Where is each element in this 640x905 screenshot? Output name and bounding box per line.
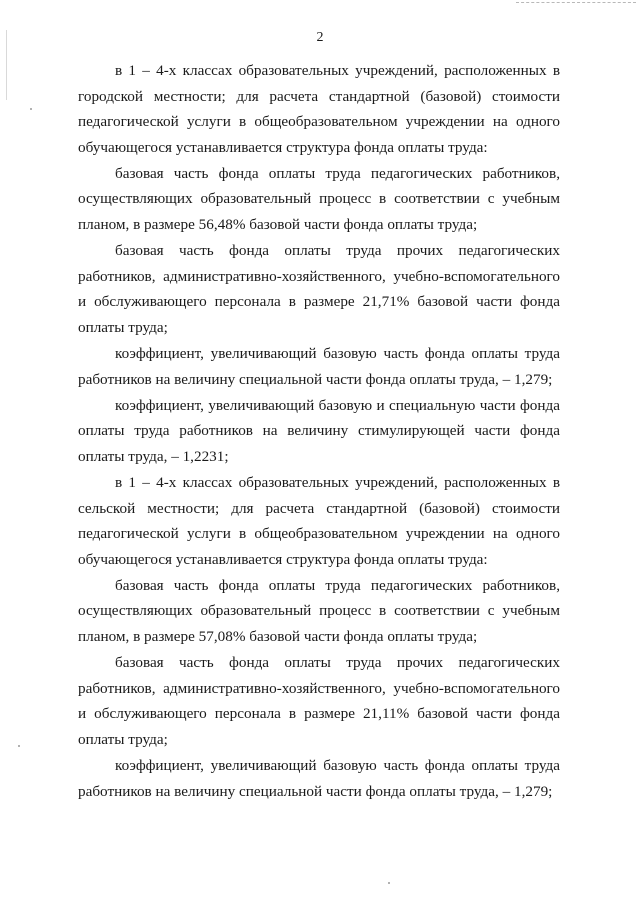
scan-artifact-line	[516, 2, 636, 3]
paragraph-urban-teaching-staff: базовая часть фонда оплаты труда педагогических работников, осуществляющих образовательный процесс в соответствии с учебным планом, в размере 56,48% базовой части фонда оплаты труда;	[78, 164, 560, 234]
paragraph-urban-special-coefficient: коэффициент, увеличивающий базовую часть фонда оплаты труда работников на величину специальной части фонда оплаты труда, – 1,279;	[78, 345, 560, 388]
paragraph-rural-teaching-staff: базовая часть фонда оплаты труда педагогических работников, осуществляющих образовательный процесс в соответствии с учебным планом, в размере 57,08% базовой части фонда оплаты труда;	[78, 576, 560, 646]
paragraph-rural-special-coefficient: коэффициент, увеличивающий базовую часть фонда оплаты труда работников на величину специальной части фонда оплаты труда, – 1,279;	[78, 757, 560, 800]
paragraph-rural-intro: в 1 – 4-х классах образовательных учреждений, расположенных в сельской местности; для расчета стандартной (базовой) стоимости педагогической услуги в общеобразовательном учреждении на одного обучающегося устанавливается структура фонда оплаты труда:	[78, 474, 560, 568]
paragraph-urban-other-staff: базовая часть фонда оплаты труда прочих педагогических работников, административно-хозяйственного, учебно-вспомогательного и обслуживающего персонала в размере 21,71% базовой части фонда оплаты труда;	[78, 242, 560, 336]
paragraph-urban-incentive-coefficient: коэффициент, увеличивающий базовую и специальную части фонда оплаты труда работников на величину стимулирующей части фонда оплаты труда, – 1,2231;	[78, 396, 560, 465]
scan-artifact-dot	[18, 745, 20, 747]
page-number: 2	[316, 30, 324, 45]
paragraph-rural-other-staff: базовая часть фонда оплаты труда прочих педагогических работников, административно-хозяйственного, учебно-вспомогательного и обслуживающего персонала в размере 21,11% базовой части фонда оплаты труда;	[78, 654, 560, 748]
scan-artifact-dot	[30, 108, 32, 110]
paragraph-urban-intro: в 1 – 4-х классах образовательных учреждений, расположенных в городской местности; для расчета стандартной (базовой) стоимости педагогической услуги в общеобразовательном учреждении на одного обучающегося устанавливается структура фонда оплаты труда:	[78, 62, 560, 156]
scan-artifact-dot	[388, 882, 390, 884]
document-body	[78, 58, 560, 804]
